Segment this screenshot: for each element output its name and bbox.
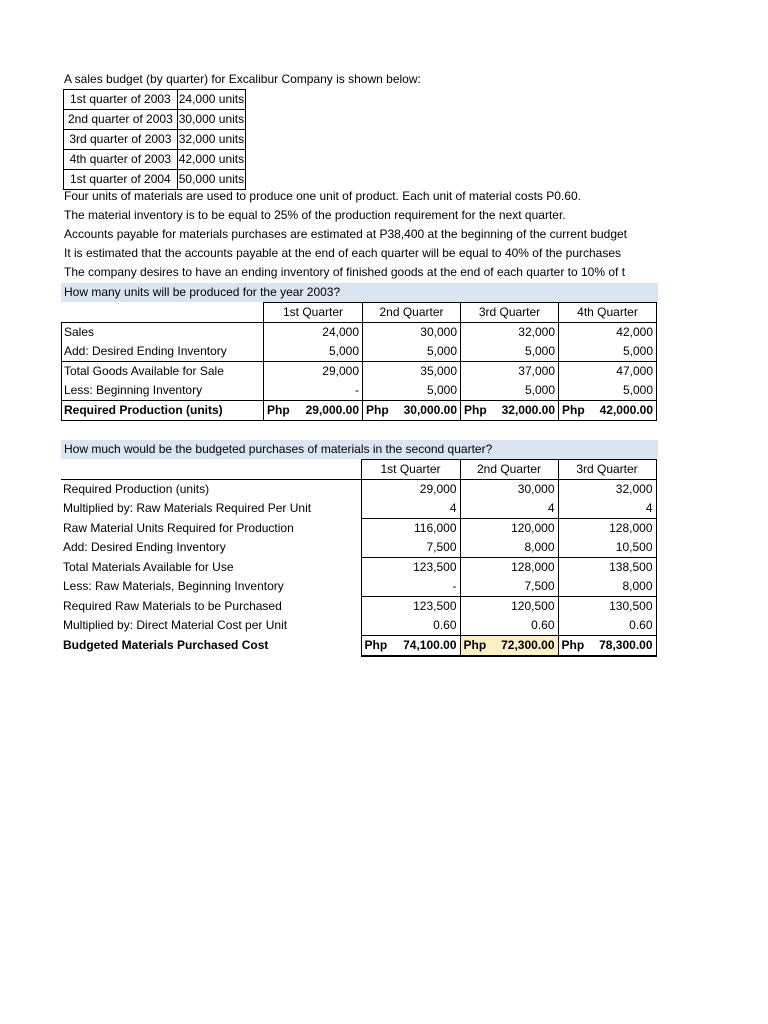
cell-value: 37,000 [461, 362, 559, 382]
amount: 78,300.00 [599, 638, 653, 652]
cell-value: 5,000 [559, 381, 657, 401]
total-label: Budgeted Materials Purchased Cost [63, 638, 269, 653]
cell-value: - [361, 577, 460, 597]
cell-value: 24,000 [264, 323, 363, 343]
cell-value: - [264, 381, 363, 401]
cell-value: 5,000 [461, 342, 559, 362]
table-row [64, 150, 246, 170]
sales-units: 24,000 units [177, 90, 245, 110]
column-header: 2nd Quarter [363, 303, 461, 323]
table-total-row [61, 636, 656, 657]
row-label: Total Materials Available for Use [63, 559, 234, 574]
cell-value: 47,000 [559, 362, 657, 382]
table-row [64, 110, 246, 130]
cell-value: 5,000 [461, 381, 559, 401]
row-label: Raw Material Units Required for Production [63, 520, 294, 535]
note-line: Accounts payable for materials purchases are estimated at P38,400 at the beginning of the current budget [64, 227, 628, 241]
sales-units: 42,000 units [177, 150, 245, 170]
table-header-row [61, 460, 656, 480]
amount: 72,300.00 [501, 638, 555, 652]
cell-value: 8,000 [460, 538, 558, 558]
amount: 29,000.00 [305, 403, 359, 417]
row-label: Multiplied by: Raw Materials Required Per Unit [63, 501, 312, 516]
intro-text: A sales budget (by quarter) for Excalibur Company is shown below: [64, 72, 421, 86]
sales-period: 1st quarter of 2004 [64, 170, 178, 190]
cell-value: 32,000 [461, 323, 559, 343]
production-budget-table [61, 302, 657, 421]
materials-purchases-table [61, 459, 657, 657]
table-row [61, 538, 656, 558]
table-header-row [62, 303, 657, 323]
row-label: Required Raw Materials to be Purchased [63, 598, 282, 613]
sales-units: 32,000 units [177, 130, 245, 150]
cell-value: 35,000 [363, 362, 461, 382]
cell-value: 128,000 [558, 519, 656, 539]
total-value [558, 636, 656, 657]
table-row [61, 499, 656, 519]
cell-value: 30,000 [460, 480, 558, 500]
row-label: Required Production (units) [63, 482, 210, 496]
total-value [559, 401, 657, 421]
row-label: Total Goods Available for Sale [62, 362, 264, 382]
sales-period: 2nd quarter of 2003 [64, 110, 178, 130]
cell-value: 4 [361, 499, 460, 519]
column-header: 3rd Quarter [558, 460, 656, 480]
cell-value: 130,500 [558, 597, 656, 617]
row-label: Add: Desired Ending Inventory [63, 540, 226, 555]
column-header: 1st Quarter [361, 460, 460, 480]
table-row [61, 597, 656, 617]
sales-units: 50,000 units [177, 170, 245, 190]
currency-label: Php [463, 638, 487, 652]
table-row [62, 362, 657, 382]
cell-value: 29,000 [264, 362, 363, 382]
cell-value: 138,500 [558, 558, 656, 578]
total-value [361, 636, 460, 657]
cell-value: 32,000 [558, 480, 656, 500]
total-value [461, 401, 559, 421]
cell-value: 8,000 [558, 577, 656, 597]
cell-value: 29,000 [361, 480, 460, 500]
table-row [61, 558, 656, 578]
table-row [61, 577, 656, 597]
corner-cell [62, 303, 264, 323]
cell-value: 4 [558, 499, 656, 519]
cell-value: 0.60 [558, 616, 656, 636]
cell-value: 120,000 [460, 519, 558, 539]
table-row [64, 130, 246, 150]
cell-value: 5,000 [363, 381, 461, 401]
cell-value: 10,500 [558, 538, 656, 558]
cell-value: 5,000 [264, 342, 363, 362]
row-label: Sales [62, 323, 264, 343]
note-line: The material inventory is to be equal to 25% of the production requirement for the next quarter. [64, 208, 566, 222]
sales-period: 3rd quarter of 2003 [64, 130, 178, 150]
currency-label: Php [561, 638, 585, 652]
cell-value: 0.60 [361, 616, 460, 636]
cell-value: 120,500 [460, 597, 558, 617]
currency-label: Php [366, 403, 389, 417]
note-line: Four units of materials are used to produce one unit of product. Each unit of material costs P0.60. [64, 189, 581, 203]
total-label: Required Production (units) [62, 401, 264, 421]
cell-value: 116,000 [361, 519, 460, 539]
currency-label: Php [464, 403, 487, 417]
cell-value: 42,000 [559, 323, 657, 343]
amount: 74,100.00 [403, 638, 457, 652]
total-value [264, 401, 363, 421]
row-label: Multiplied by: Direct Material Cost per Unit [63, 618, 288, 633]
cell-value: 128,000 [460, 558, 558, 578]
currency-label: Php [364, 638, 388, 652]
question-1: How many units will be produced for the year 2003? [61, 283, 658, 302]
cell-value: 4 [460, 499, 558, 519]
column-header: 2nd Quarter [460, 460, 558, 480]
row-label: Add: Desired Ending Inventory [62, 342, 264, 362]
question-2: How much would be the budgeted purchases of materials in the second quarter? [61, 440, 658, 459]
table-row [62, 323, 657, 343]
cell-value: 123,500 [361, 597, 460, 617]
sales-period: 4th quarter of 2003 [64, 150, 178, 170]
cell-value: 0.60 [460, 616, 558, 636]
table-row [64, 90, 246, 110]
column-header: 4th Quarter [559, 303, 657, 323]
table-row [62, 342, 657, 362]
currency-label: Php [562, 403, 585, 417]
table-row [61, 519, 656, 539]
table-row [61, 616, 656, 636]
table-row [62, 381, 657, 401]
cell-value: 123,500 [361, 558, 460, 578]
amount: 30,000.00 [403, 403, 457, 417]
sales-budget-table [63, 89, 246, 190]
total-value-highlighted [460, 636, 558, 657]
corner-cell [61, 460, 361, 480]
cell-value: 30,000 [363, 323, 461, 343]
currency-label: Php [267, 403, 290, 417]
cell-value: 5,000 [559, 342, 657, 362]
sales-units: 30,000 units [177, 110, 245, 130]
column-header: 1st Quarter [264, 303, 363, 323]
note-line: The company desires to have an ending inventory of finished goods at the end of each quarter to 10% of t [64, 265, 626, 279]
table-total-row [62, 401, 657, 421]
amount: 32,000.00 [501, 403, 555, 417]
note-line: It is estimated that the accounts payable at the end of each quarter will be equal to 40% of the purchases [64, 246, 622, 260]
cell-value: 7,500 [460, 577, 558, 597]
cell-value: 7,500 [361, 538, 460, 558]
amount: 42,000.00 [599, 403, 653, 417]
cell-value: 5,000 [363, 342, 461, 362]
column-header: 3rd Quarter [461, 303, 559, 323]
table-row [61, 480, 656, 500]
total-value [363, 401, 461, 421]
row-label: Less: Beginning Inventory [62, 381, 264, 401]
sales-period: 1st quarter of 2003 [64, 90, 178, 110]
row-label: Less: Raw Materials, Beginning Inventory [63, 579, 284, 594]
